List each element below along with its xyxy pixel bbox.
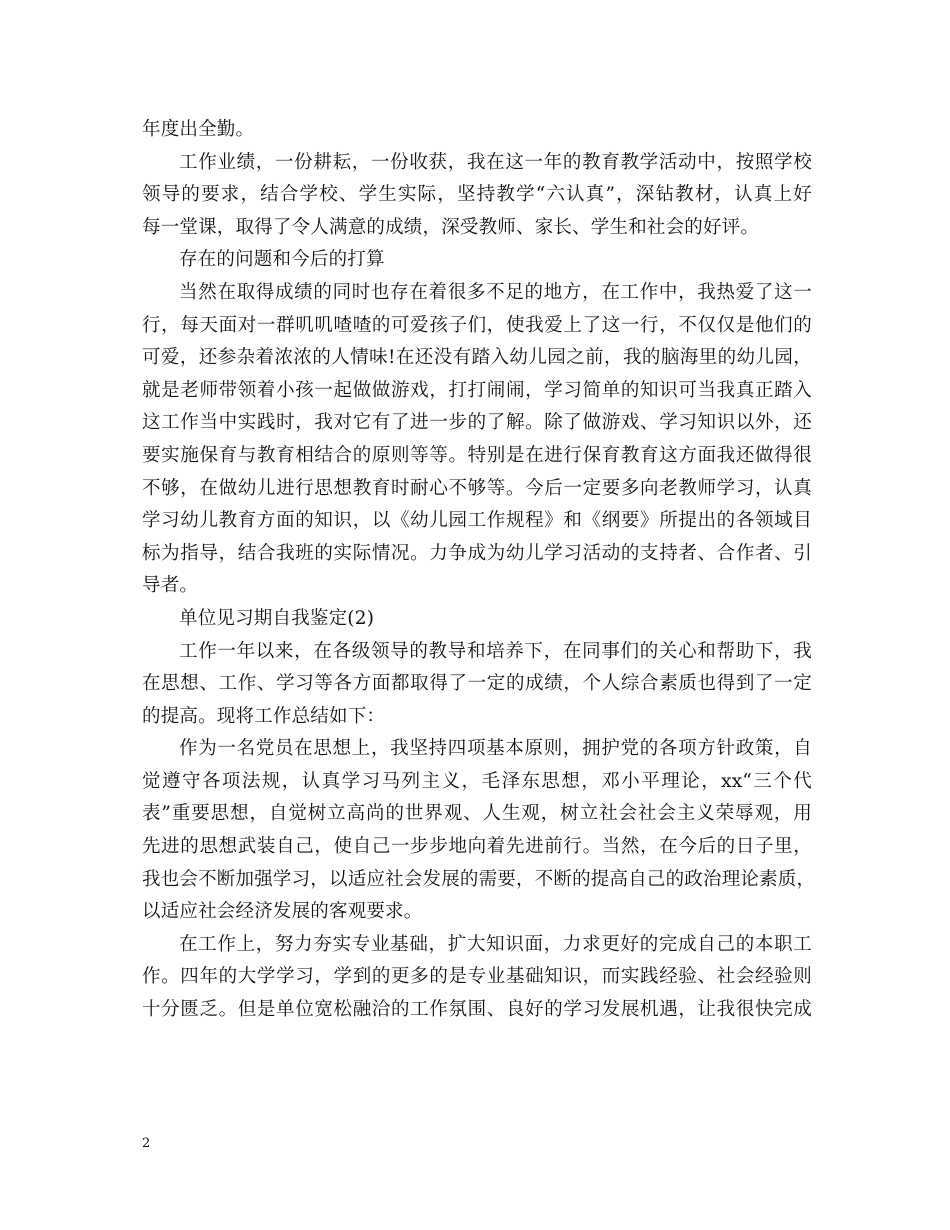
text-line: 在思想、工作、学习等各方面都取得了一定的成绩，个人综合素质也得到了一定 <box>142 673 812 695</box>
text-line: 的提高。现将工作总结如下： <box>142 705 386 727</box>
page-number: 2 <box>142 1136 151 1151</box>
text-line: 学习幼儿教育方面的知识，以《幼儿园工作规程》和《纲要》所提出的各领域目 <box>142 510 812 532</box>
text-line: 领导的要求，结合学校、学生实际，坚持教学“六认真”，深钻教材，认真上好 <box>142 184 812 206</box>
document-body <box>142 114 816 1027</box>
text-line: 每一堂课，取得了令人满意的成绩，深受教师、家长、学生和社会的好评。 <box>142 216 760 238</box>
text-line: 工作一年以来，在各级领导的教导和培养下，在同事们的关心和帮助下，我 <box>179 640 812 662</box>
text-line: 年度出全勤。 <box>142 119 255 140</box>
text-line: 导者。 <box>142 575 199 597</box>
text-line: 作。四年的大学学习，学到的更多的是专业基础知识，而实践经验、社会经验则 <box>142 966 812 988</box>
text-line: 在工作上，努力夯实专业基础，扩大知识面，力求更好的完成自己的本职工 <box>179 933 812 955</box>
text-line: 作为一名党员在思想上，我坚持四项基本原则，拥护党的各项方针政策，自 <box>179 738 812 760</box>
text-line: 十分匮乏。但是单位宽松融洽的工作氛围、良好的学习发展机遇，让我很快完成 <box>142 999 812 1021</box>
text-line: 觉遵守各项法规，认真学习马列主义，毛泽东思想，邓小平理论，xx“三个代 <box>142 770 812 792</box>
text-line: 当然在取得成绩的同时也存在着很多不足的地方，在工作中，我热爱了这一 <box>179 281 812 303</box>
text-line: 不够，在做幼儿进行思想教育时耐心不够等。今后一定要多向老教师学习，认真 <box>142 477 812 499</box>
text-line: 要实施保育与教育相结合的原则等等。特别是在进行保育教育这方面我还做得很 <box>142 444 812 466</box>
text-line: 先进的思想武装自己，使自己一步步地向着先进前行。当然，在今后的日子里， <box>142 836 812 858</box>
text-line: 以适应社会经济发展的客观要求。 <box>142 901 423 923</box>
text-line: 标为指导，结合我班的实际情况。力争成为幼儿学习活动的支持者、合作者、引 <box>142 542 812 564</box>
text-line: 可爱，还参杂着浓浓的人情味!在还没有踏入幼儿园之前，我的脑海里的幼儿园， <box>142 347 812 369</box>
text-line: 工作业绩，一份耕耘，一份收获，我在这一年的教育教学活动中，按照学校 <box>179 151 812 173</box>
text-line: 单位见习期自我鉴定(2) <box>179 607 375 629</box>
text-line: 表”重要思想，自觉树立高尚的世界观、人生观，树立社会社会主义荣辱观，用 <box>142 803 812 825</box>
text-line: 这工作当中实践时，我对它有了进一步的了解。除了做游戏、学习知识以外，还 <box>142 412 812 434</box>
text-line: 就是老师带领着小孩一起做做游戏，打打闹闹，学习简单的知识可当我真正踏入 <box>142 379 812 401</box>
text-line: 存在的问题和今后的打算 <box>179 249 385 271</box>
text-line: 我也会不断加强学习，以适应社会发展的需要，不断的提高自己的政治理论素质， <box>142 868 816 890</box>
text-line: 行，每天面对一群叽叽喳喳的可爱孩子们，使我爱上了这一行，不仅仅是他们的 <box>142 314 812 336</box>
